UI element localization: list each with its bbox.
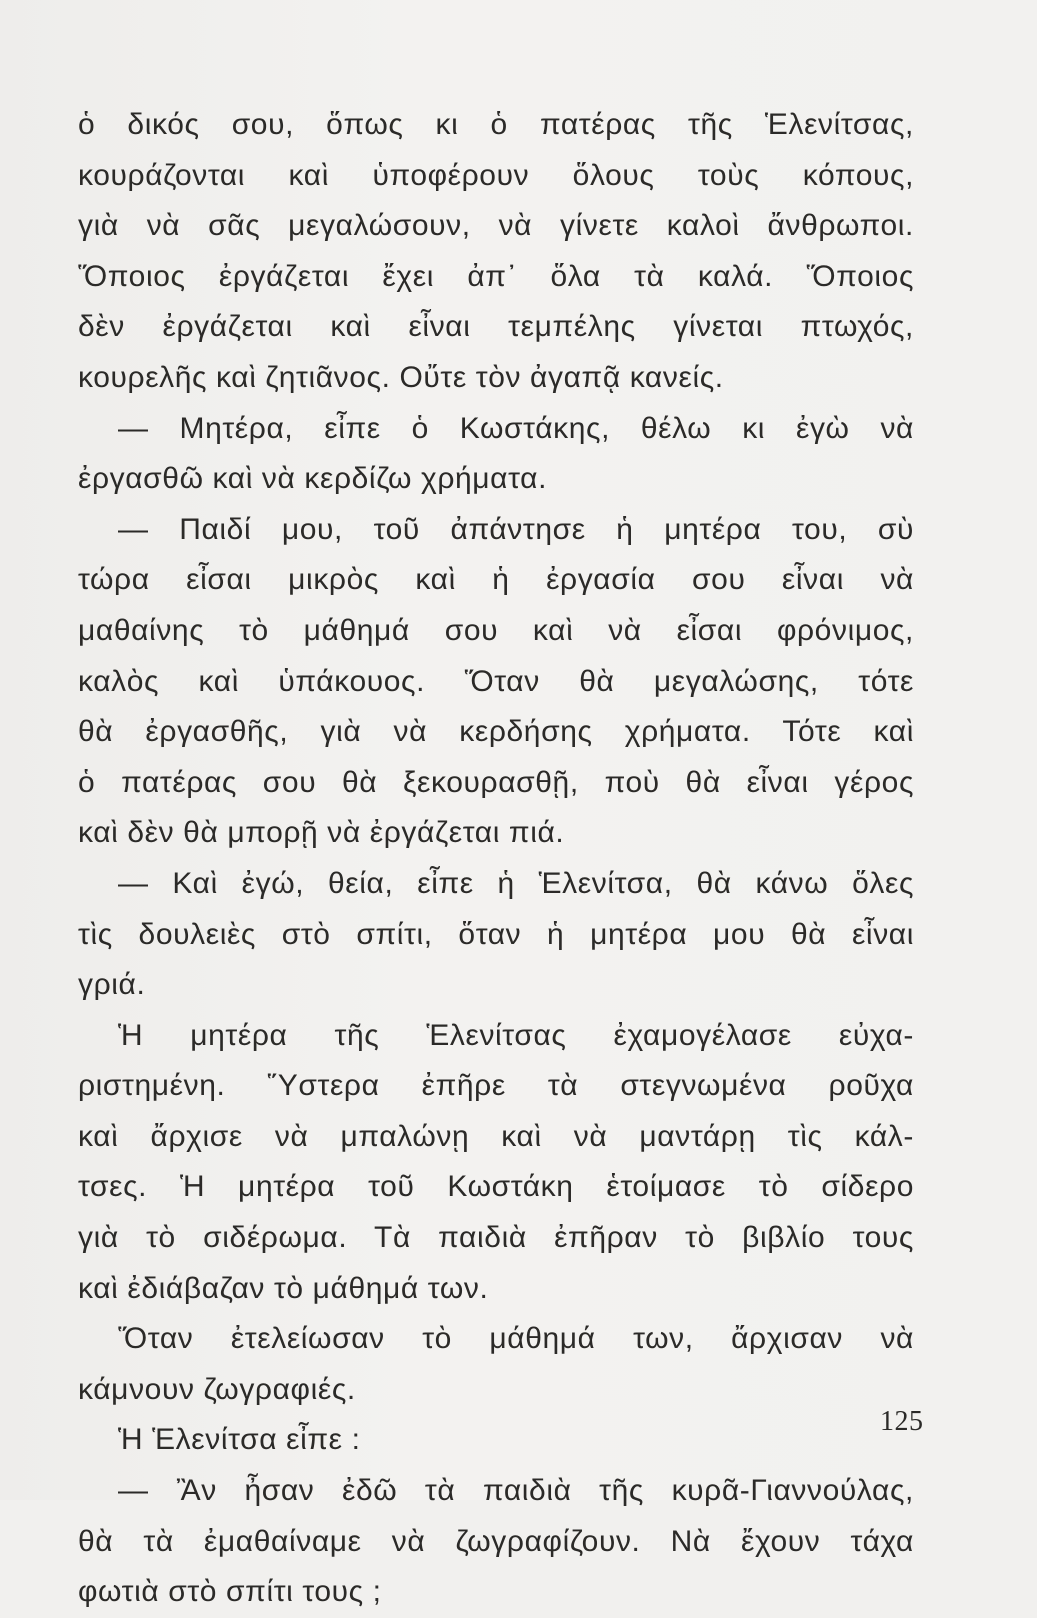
text-line: φωτιὰ στὸ σπίτι τους ; [78,1575,382,1609]
text-line: τσες. Ἡ μητέρα τοῦ Κωστάκη ἑτοίμασε τὸ σίδερο [78,1170,914,1204]
text-line: τὶς δουλειὲς στὸ σπίτι, ὅταν ἡ μητέρα μου θὰ εἶναι [78,917,914,951]
text-line: — Ἂν ἦσαν ἐδῶ τὰ παιδιὰ τῆς κυρᾶ-Γιαννούλας, [118,1474,914,1508]
page-number: 125 [880,1406,924,1437]
text-line: — Παιδί μου, τοῦ ἀπάντησε ἡ μητέρα του, σὺ [118,512,914,546]
text-line: μαθαίνης τὸ μάθημά σου καὶ νὰ εἶσαι φρόνιμος, [78,613,914,647]
text-line: ὁ δικός σου, ὅπως κι ὁ πατέρας τῆς Ἑλενίτσας, [78,108,914,141]
text-line: κουράζονται καὶ ὑποφέρουν ὅλους τοὺς κόπους, [78,158,914,192]
text-line: γριά. [78,968,146,1002]
text-line: ὁ πατέρας σου θὰ ξεκουρασθῇ, ποὺ θὰ εἶναι γέρος [78,765,914,799]
text-line: κουρελῆς καὶ ζητιᾶνος. Οὔτε τὸν ἀγαπᾷ κανείς. [78,360,724,394]
text-line: καὶ ἐδιάβαζαν τὸ μάθημά των. [78,1271,489,1305]
text-line: θὰ ἐργασθῆς, γιὰ νὰ κερδήσης χρήματα. Τότε καὶ [78,715,914,749]
text-line: γιὰ νὰ σᾶς μεγαλώσουν, νὰ γίνετε καλοὶ ἄνθρωποι. [78,209,914,243]
text-line: Ὅποιος ἐργάζεται ἔχει ἀπ᾿ ὅλα τὰ καλά. Ὅποιος [78,259,914,293]
text-line: καὶ ἄρχισε νὰ μπαλώνῃ καὶ νὰ μαντάρῃ τὶς κάλ- [78,1119,914,1153]
text-line: θὰ τὰ ἐμαθαίναμε νὰ ζωγραφίζουν. Νὰ ἔχουν τάχα [78,1524,914,1558]
text-line: καλὸς καὶ ὑπάκουος. Ὅταν θὰ μεγαλώσης, τότε [78,664,914,698]
text-line: Ὅταν ἐτελείωσαν τὸ μάθημά των, ἄρχισαν νὰ [118,1322,914,1356]
text-line: ριστημένη. Ὕστερα ἐπῆρε τὰ στεγνωμένα ροῦχα [78,1069,914,1103]
text-line: κάμνουν ζωγραφιές. [78,1372,356,1406]
body-text [78,100,914,1618]
text-line: Ἡ μητέρα τῆς Ἑλενίτσας ἐχαμογέλασε εὐχα- [118,1018,914,1052]
text-line: — Καὶ ἐγώ, θεία, εἶπε ἡ Ἑλενίτσα, θὰ κάνω ὅλες [118,866,914,900]
text-line: καὶ δὲν θὰ μπορῇ νὰ ἐργάζεται πιά. [78,816,565,850]
text-line: δὲν ἐργάζεται καὶ εἶναι τεμπέλης γίνεται πτωχός, [78,310,914,344]
text-line: γιὰ τὸ σιδέρωμα. Τὰ παιδιὰ ἐπῆραν τὸ βιβλίο τους [78,1221,914,1255]
text-line: — Μητέρα, εἶπε ὁ Κωστάκης, θέλω κι ἐγὼ νὰ [118,411,914,445]
text-line: Ἡ Ἑλενίτσα εἶπε : [118,1423,361,1457]
text-line: ἐργασθῶ καὶ νὰ κερδίζω χρήματα. [78,462,548,496]
text-line: τώρα εἶσαι μικρὸς καὶ ἡ ἐργασία σου εἶναι νὰ [78,563,914,597]
